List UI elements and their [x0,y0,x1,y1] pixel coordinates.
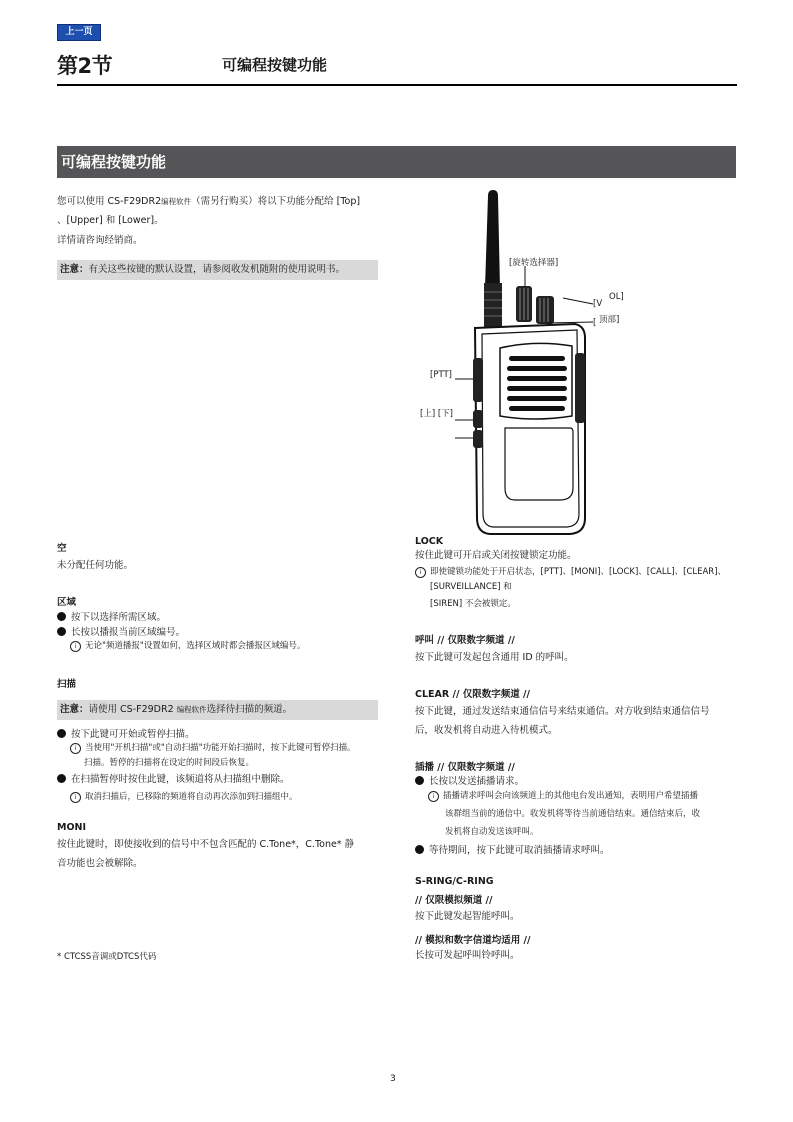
sring-text-1: 按下此键发起智能呼叫。 [415,911,520,922]
prev-page-button[interactable]: 上一页 [57,24,101,41]
scan-bullet-1: 按下此键可开始或暂停扫描。 [57,727,195,743]
scan-sub-2: i 取消扫描后，已移除的频道将自动再次添加到扫描组中。 [70,789,298,806]
zone-bullet-2: 长按以播报当前区域编号。 [57,625,185,641]
clear-line-1: 按下此键，通过发送结束通信信号来结束通信。对方收到结束通信信号 [415,706,710,717]
label-top-a: [ [593,318,597,328]
intro-note: 注意：有关这些按键的默认设置，请参阅收发机随附的使用说明书。 [57,260,378,280]
zone-title: 区域 [57,597,77,608]
call-text: 按下此键可发起包含通用 ID 的呼叫。 [415,652,574,663]
section-banner: 可编程按键功能 [57,146,736,178]
footnote: * CTCSS音调或DTCS代码 [57,952,157,962]
sring-title: S-RING/C-RING [415,876,494,887]
interrupt-sub-1: i 插播请求呼叫会向该频道上的其他电台发出通知，表明用户希望插播 [428,788,698,805]
label-top-b: 顶部] [599,315,620,325]
call-title: 呼叫 // 仅限数字频道 // [415,635,515,646]
page-number: 3 [390,1074,396,1084]
lock-title: LOCK [415,536,444,547]
lock-sub-2: [SURVEILLANCE] 和 [430,582,512,592]
empty-title: 空 [57,543,67,554]
scan-sub-1b: 扫描。暂停的扫描将在设定的时间段后恢复。 [84,758,255,768]
label-vol-a: [V [593,299,603,309]
scan-bullet-2: 在扫描暂停时按住此键，该频道将从扫描组中删除。 [57,772,290,788]
scan-note: 注意：请使用 CS-F29DR2 编程软件选择待扫描的频道。 [57,700,378,720]
moni-line-2: 音功能也会被解除。 [57,858,143,869]
radio-illustration [455,188,605,538]
zone-sub-1: i 无论"频道播报"设置如何，选择区域时都会播报区域编号。 [70,638,305,655]
section-number: 第2节 [57,54,113,78]
section-title: 可编程按键功能 [222,56,328,74]
moni-title: MONI [57,822,87,833]
sring-subtitle-1: // 仅限模拟频道 // [415,895,493,906]
label-ptt: [PTT] [430,370,452,380]
lock-line-1: 按住此键可开启或关闭按键锁定功能。 [415,550,577,561]
label-up-down: [上] [下] [420,409,453,419]
sring-text-2: 长按可发起呼叫铃呼叫。 [415,950,520,961]
empty-text: 未分配任何功能。 [57,560,134,571]
interrupt-sub-3: 发机将自动发送该呼叫。 [445,827,539,837]
intro-line-3: 详情请咨询经销商。 [57,235,143,246]
header-rule [57,84,737,86]
zone-bullet-1: 按下以选择所需区域。 [57,610,166,626]
clear-title: CLEAR // 仅限数字频道 // [415,689,530,700]
interrupt-bullet-2: 等待期间，按下此键可取消插播请求呼叫。 [415,843,610,859]
label-vol-b: OL] [609,292,624,302]
scan-title: 扫描 [57,679,77,690]
intro-line-1: 您可以使用 CS-F29DR2编程软件（需另行购买）将以下功能分配给 [Top] [57,196,361,207]
moni-line-1: 按住此键时，即使接收到的信号中不包含匹配的 C.Tone*，C.Tone* 静 [57,839,355,850]
interrupt-bullet-1: 长按以发送插播请求。 [415,774,524,790]
lock-sub-1: i 即使键锁功能处于开启状态，[PTT]、[MONI]、[LOCK]、[CALL]、[CLEAR]、 [415,564,726,581]
sring-subtitle-2: // 模拟和数字信道均适用 // [415,935,531,946]
lock-sub-3: [SIREN] 不会被锁定。 [430,599,516,609]
interrupt-sub-2: 该群组当前的通信中。收发机将等待当前通信结束。通信结束后，收 [445,809,701,819]
scan-sub-1a: i 当使用"开机扫描"或"自动扫描"功能开始扫描时，按下此键可暂停扫描。 [70,740,356,757]
interrupt-title: 插播 // 仅限数字频道 // [415,762,515,773]
label-rotary-selector: [旋转选择器] [509,258,559,268]
intro-line-2: 、[Upper] 和 [Lower]。 [57,215,164,226]
clear-line-2: 后，收发机将自动进入待机模式。 [415,725,558,736]
